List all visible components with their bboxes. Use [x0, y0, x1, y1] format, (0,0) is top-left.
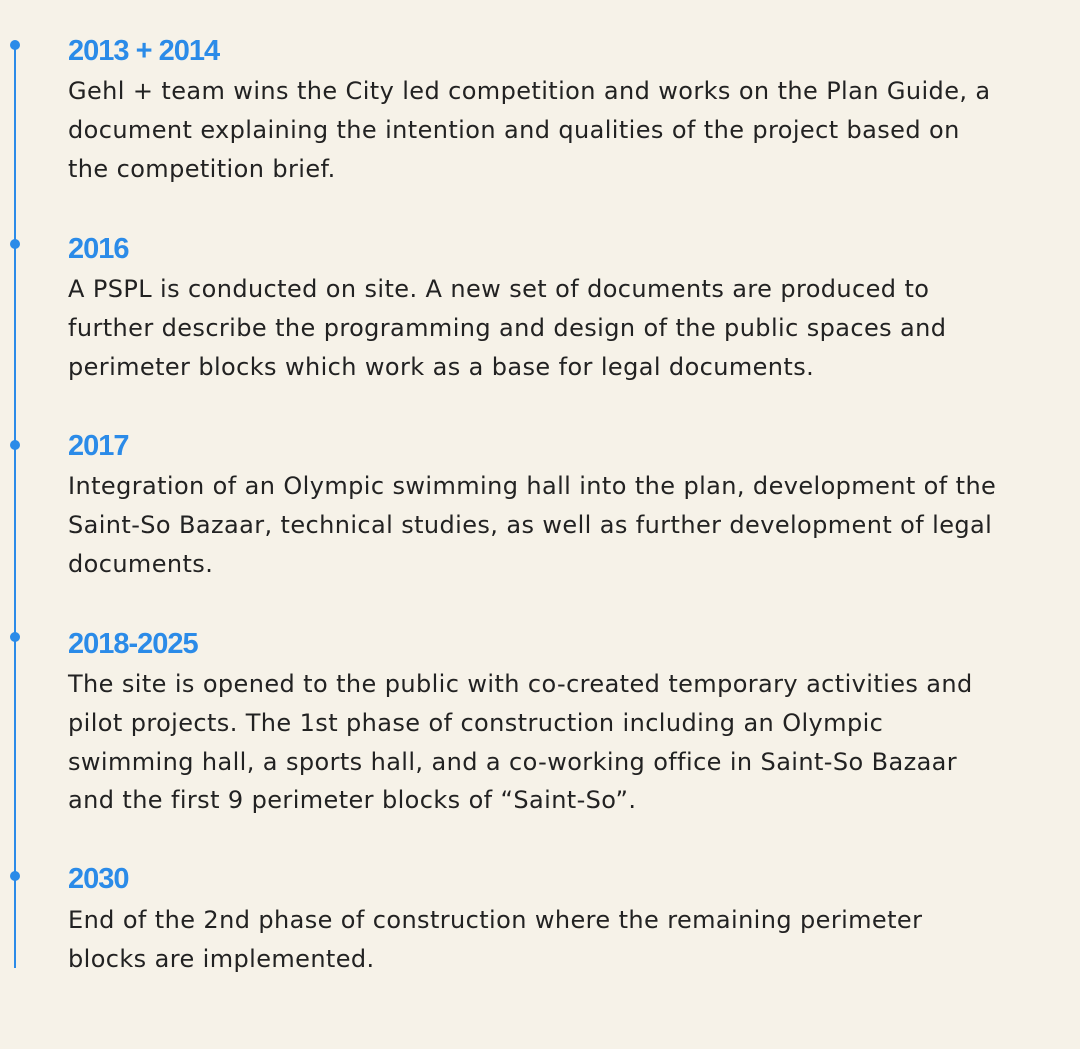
timeline-year: 2017: [68, 430, 129, 462]
timeline-line: [14, 44, 16, 968]
timeline-dot: [10, 632, 20, 642]
timeline-description: The site is opened to the public with co-created temporary activities and pilot projects. The 1st phase of construction including an Olympic swimming hall, a sports hall, and a co-working office in Saint-So Bazaar and the first 9 perimeter blocks of “Saint-So”.: [68, 670, 973, 815]
timeline-description: A PSPL is conducted on site. A new set of documents are produced to further describe the programming and design of the public spaces and perimeter blocks which work as a base for legal documents.: [68, 275, 947, 381]
timeline-dot: [10, 440, 20, 450]
timeline-year: 2016: [68, 233, 129, 265]
timeline-year: 2013 + 2014: [68, 35, 220, 67]
timeline-year: 2018-2025: [68, 628, 198, 660]
timeline-description: End of the 2nd phase of construction where the remaining perimeter blocks are implemented.: [68, 906, 923, 973]
timeline-year: 2030: [68, 863, 129, 895]
timeline-description: Integration of an Olympic swimming hall into the plan, development of the Saint-So Bazaar, technical studies, as well as further development of legal documents.: [68, 472, 997, 578]
timeline-dot: [10, 239, 20, 249]
timeline-dot: [10, 40, 20, 50]
timeline-description: Gehl + team wins the City led competition and works on the Plan Guide, a document explaining the intention and qualities of the project based on the competition brief.: [68, 77, 991, 183]
timeline-dot: [10, 871, 20, 881]
